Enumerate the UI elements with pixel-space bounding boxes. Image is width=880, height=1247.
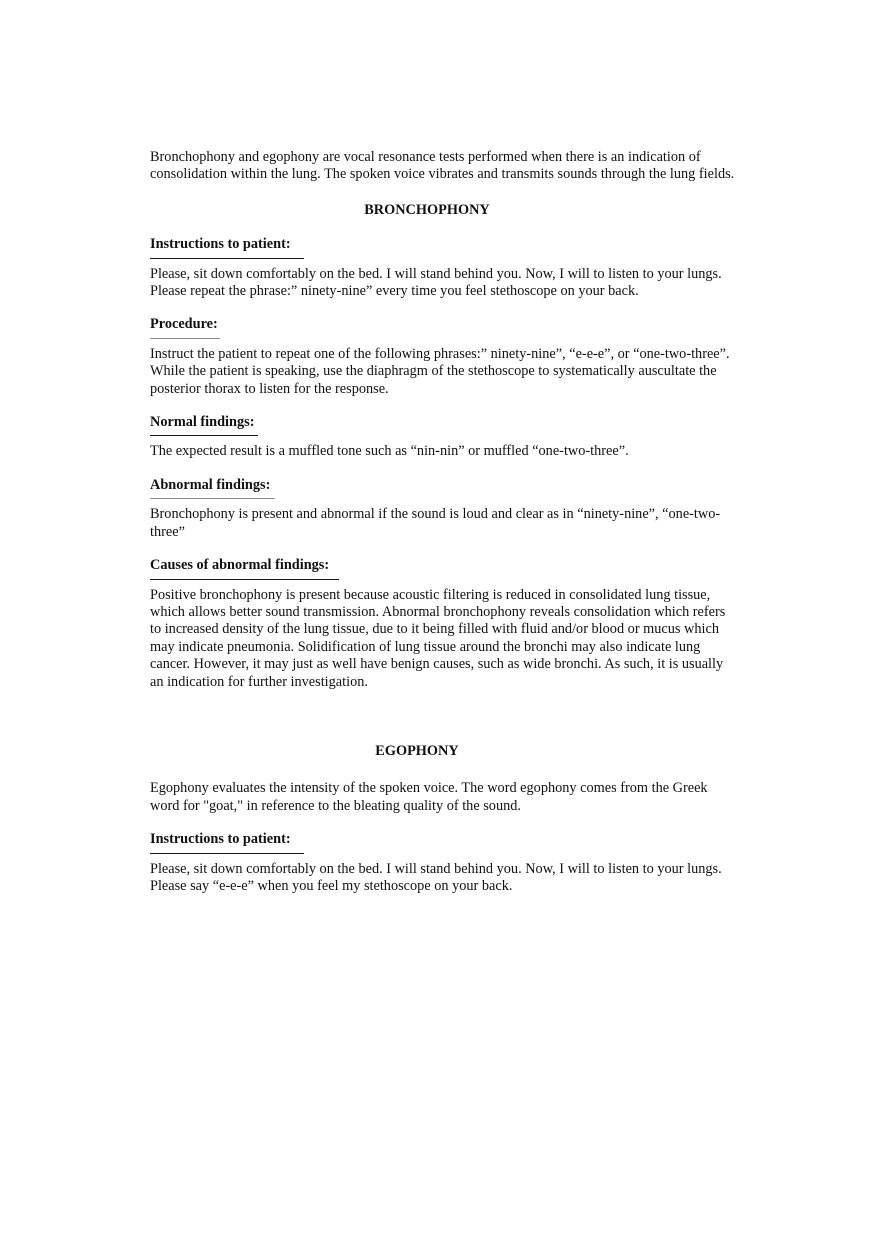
bronchophony-instructions-text: Please, sit down comfortably on the bed. I will stand behind you. Now, I will to listen to your lungs. Please repeat the phrase:” ninety-nine” every time you feel stethoscope on your back. [150, 265, 722, 300]
intro-paragraph: Bronchophony and egophony are vocal resonance tests performed when there is an indication of consolidation within the lung. The spoken voice vibrates and transmits sounds through the lung fields. [150, 149, 735, 183]
procedure-heading: Procedure: [150, 316, 218, 333]
causes-text: Positive bronchophony is present because acoustic filtering is reduced in consolidated lung tissue, which allows better sound transmission. Abnormal bronchophony reveals consolidation which refers to increased density of the lung tissue, due to it being filled with fluid and/or blood or mucus which may indicate pneumonia. Solidification of lung tissue around the bronchi may also indicate lung cancer. However, it may just as well have benign causes, such as wide bronchi. As such, it is usually an indication for further investigation. [150, 586, 726, 690]
heading-underline [150, 853, 304, 854]
normal-findings-heading: Normal findings: [150, 414, 255, 431]
normal-findings-text: The expected result is a muffled tone such as “nin-nin” or muffled “one-two-three”. [150, 443, 629, 460]
heading-underline [150, 338, 220, 339]
bronchophony-instructions-heading: Instructions to patient: [150, 236, 291, 253]
heading-underline [150, 258, 304, 259]
abnormal-findings-text: Bronchophony is present and abnormal if the sound is loud and clear as in “ninety-nine”, “one-two-three” [150, 506, 721, 540]
bronchophony-title: BRONCHOPHONY [364, 201, 490, 218]
heading-underline [150, 579, 339, 580]
heading-underline [150, 498, 275, 499]
egophony-title: EGOPHONY [375, 742, 459, 759]
egophony-intro-text: Egophony evaluates the intensity of the spoken voice. The word egophony comes from the Greek word for "goat," in reference to the bleating quality of the sound. [150, 780, 708, 814]
document-body [150, 149, 736, 911]
heading-underline [150, 435, 258, 436]
causes-heading: Causes of abnormal findings: [150, 557, 330, 574]
abnormal-findings-heading: Abnormal findings: [150, 476, 271, 493]
egophony-instructions-text: Please, sit down comfortably on the bed. I will stand behind you. Now, I will to listen to your lungs. Please say “e-e-e” when you feel my stethoscope on your back. [150, 860, 722, 894]
egophony-instructions-heading: Instructions to patient: [150, 831, 291, 848]
procedure-text: Instruct the patient to repeat one of the following phrases:” ninety-nine”, “e-e-e”, or “one-two-three”. While the patient is speaking, use the diaphragm of the stethoscope to systematically auscultate the posterior thorax to listen for the response. [150, 345, 730, 397]
